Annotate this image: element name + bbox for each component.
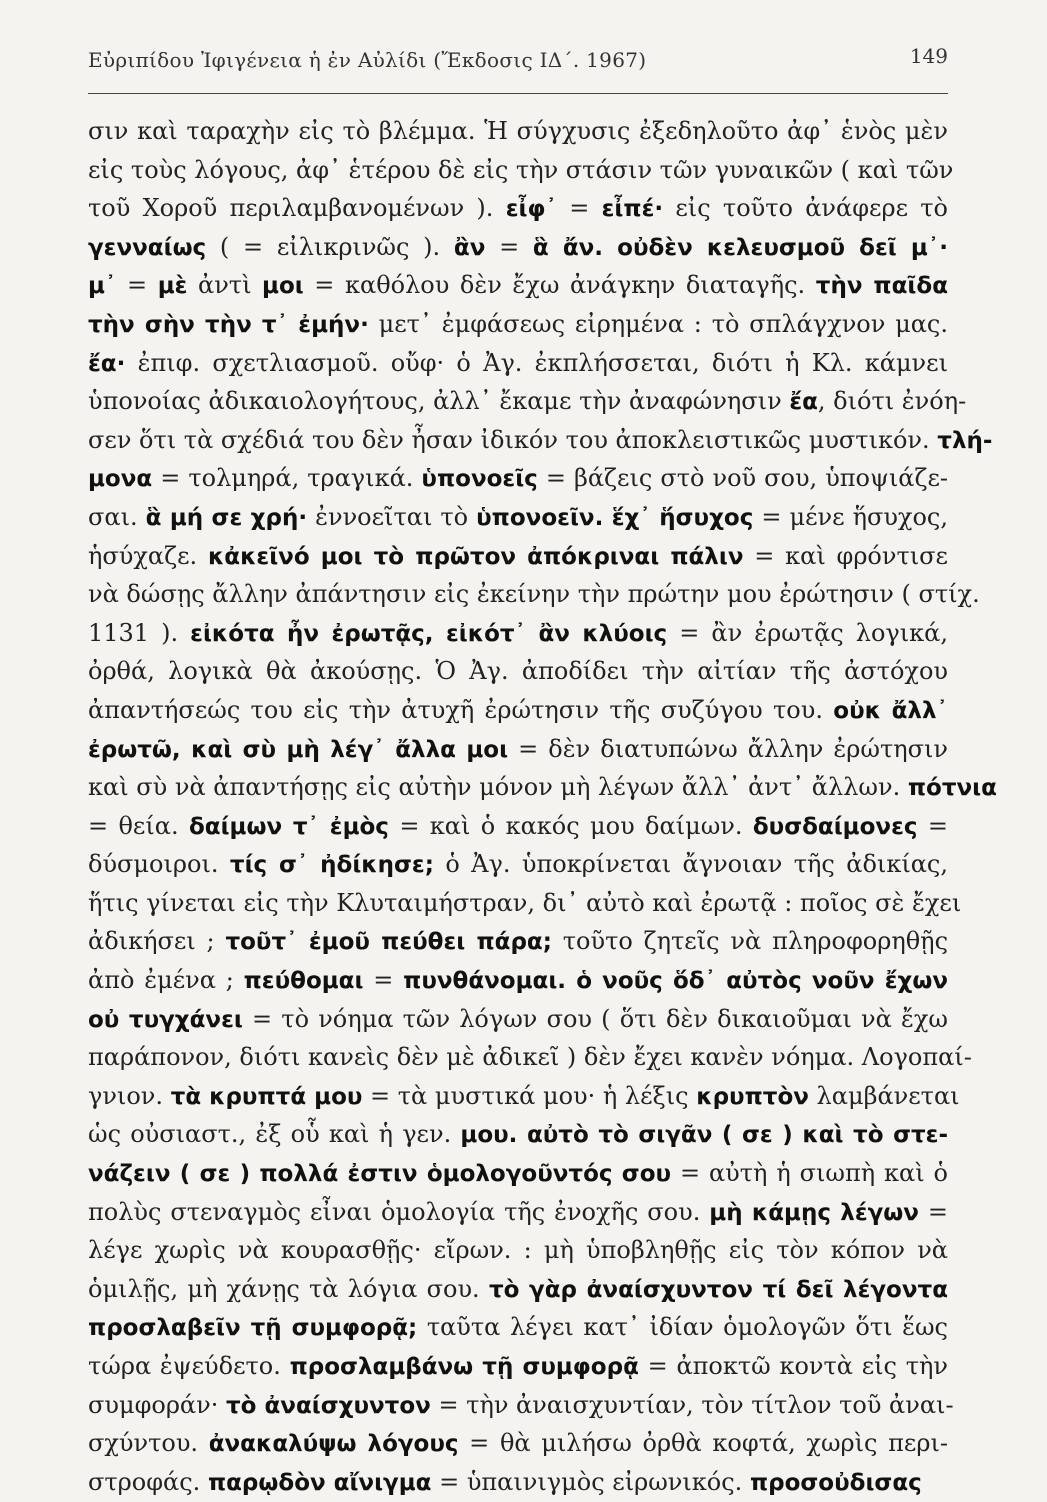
text-line: [88, 691, 948, 730]
gloss-text: γνιον.: [88, 1081, 171, 1110]
gloss-text: , διότι ἐνόη-: [817, 387, 967, 416]
text-line: [88, 768, 997, 807]
lemma-text: τὴν παῖδα: [815, 273, 948, 300]
gloss-text: πολὺς στεναγμὸς εἶναι ὁμολογία τῆς ἐνοχῆς σου.: [88, 1197, 710, 1226]
lemma-text: ἔα·: [88, 350, 126, 377]
text-line: [88, 537, 948, 576]
header-rule: [88, 93, 948, 94]
gloss-text: ὀρθά, λογικὰ θὰ ἀκούσῃς. Ὁ Ἀγ. ἀποδίδει τὴν αἰτίαν τῆς ἀστόχου: [88, 657, 948, 686]
gloss-text: = τολμηρά, τραγικά.: [152, 464, 422, 493]
lemma-text: ἔα: [789, 389, 818, 416]
gloss-text: λέγε χωρὶς νὰ κουρασθῇς· εἴρων. : μὴ ὑποβληθῇς εἰς τὸν κόπον νὰ: [88, 1236, 948, 1265]
gloss-text: ταῦτα λέγει κατ᾽ ἰδίαν ὁμολογῶν ὅτι ἕως: [417, 1313, 948, 1342]
text-line: [88, 1270, 948, 1309]
gloss-text: εἰς τοὺς λόγους, ἀφ᾽ ἑτέρου δὲ εἰς τὴν στάσιν τῶν γυναικῶν ( καὶ τῶν: [88, 155, 954, 184]
gloss-text: ὑπονοίας ἀδικαιολογήτους, ἀλλ᾽ ἔκαμε τὴν ἀναφώνησιν: [88, 387, 790, 416]
gloss-text: σιν καὶ ταραχὴν εἰς τὸ βλέμμα. Ἡ σύγχυσις ἐξεδηλοῦτο ἀφ᾽ ἑνὸς μὲν: [88, 117, 948, 145]
gloss-text: =: [363, 966, 404, 995]
gloss-text: = τὴν ἀναισχυντίαν, τὸν τίτλον τοῦ ἀναι-: [430, 1390, 954, 1419]
lemma-text: τὸ γὰρ ἀναίσχυντον τί δεῖ λέγοντα: [488, 1276, 949, 1303]
gloss-text: ἐννοεῖται τὸ: [307, 502, 477, 531]
lemma-text: μονα: [88, 466, 153, 493]
text-line: [88, 421, 993, 460]
text-line: [88, 151, 954, 190]
lemma-text: πυνθάνομαι. ὁ νοῦς ὅδ᾽ αὐτὸς νοῦν ἔχων: [403, 968, 949, 995]
gloss-text: =: [918, 1197, 948, 1226]
gloss-text: στροφάς.: [88, 1467, 208, 1496]
gloss-text: = αὐτὴ ἡ σιωπὴ καὶ ὁ: [671, 1159, 948, 1188]
text-line: [88, 382, 967, 421]
lemma-text: ἀνακαλύψω λόγους: [208, 1431, 459, 1458]
gloss-text: =: [485, 232, 533, 261]
running-head-title: Εὐριπίδου Ἰφιγένεια ἡ ἐν Αὐλίδι (Ἔκδοσις ΙΔ΄. 1967): [88, 48, 647, 72]
text-line: [88, 1386, 954, 1425]
gloss-text: ἐπιφ. σχετλιασμοῦ. οὔφ· ὁ Ἀγ. ἐκπλήσσεται, διότι ἡ Κλ. κάμνει: [125, 348, 948, 377]
gloss-text: =: [556, 194, 602, 223]
text-line: [88, 1154, 948, 1193]
lemma-text: εἶφ᾽: [505, 196, 557, 223]
text-line: [88, 652, 948, 691]
gloss-text: =: [917, 811, 948, 840]
gloss-text: λαμβάνεται: [808, 1081, 960, 1110]
gloss-text: δύσμοιροι.: [88, 850, 230, 879]
lemma-text: εἰκότα ἦν ἐρωτᾷς, εἰκότ᾽ ἂν κλύοις: [190, 620, 668, 647]
lemma-text: τὰ κρυπτά μου: [170, 1083, 363, 1110]
lemma-text: εἶπέ·: [601, 196, 664, 223]
text-line: [88, 344, 948, 383]
text-line: [88, 459, 948, 498]
gloss-text: παράπονον, διότι κανεὶς δὲν μὲ ἀδικεῖ ) δὲν ἔχει κανὲν νόημα. Λογοπαί-: [88, 1043, 972, 1072]
gloss-text: = ἂν ἐρωτᾷς λογικά,: [667, 618, 949, 647]
gloss-text: ἥτις γίνεται εἰς τὴν Κλυταιμήστραν, δι᾽ αὐτὸ καὶ ἐρωτᾷ : ποῖος σὲ ἔχει: [88, 888, 962, 917]
commentary-text: [88, 112, 997, 1501]
text-line: [88, 1424, 948, 1463]
lemma-text: πεύθομαι: [243, 968, 364, 995]
gloss-text: τοῦτο ζητεῖς νὰ πληροφορηθῇς: [551, 927, 949, 956]
lemma-text: τὴν σὴν τὴν τ᾽ ἐμήν·: [88, 311, 369, 338]
gloss-text: = καὶ φρόντισε: [743, 541, 948, 570]
lemma-text: οὐκ ἄλλ᾽: [833, 697, 949, 724]
gloss-text: ὁμιλῇς, μὴ χάνῃς τὰ λόγια σου.: [88, 1274, 489, 1303]
text-line: [88, 1000, 948, 1039]
lemma-text: προσοὐδισας: [749, 1469, 922, 1496]
text-line: [88, 189, 948, 228]
lemma-text: νάζειν ( σε ) πολλά ἐστιν ὁμολογοῦντός σου: [88, 1161, 672, 1188]
text-line: [88, 1115, 948, 1154]
gloss-text: = μένε ἥσυχος,: [753, 502, 948, 531]
text-line: [88, 961, 948, 1000]
gloss-text: = καθόλου δὲν ἔχω ἀνάγκην διαταγῆς.: [303, 271, 816, 300]
lemma-text: γενναίως: [88, 234, 207, 261]
gloss-text: ἀντὶ: [187, 271, 263, 300]
lemma-text: ὑπονοεῖν. ἕχ᾽ ἥσυχος: [476, 504, 754, 531]
lemma-text: μου. αὐτὸ τὸ σιγᾶν ( σε ) καὶ τὸ στε-: [460, 1122, 949, 1149]
lemma-text: τλή-: [937, 427, 993, 454]
text-line: [88, 730, 948, 769]
lemma-text: ἃ μή σε χρή·: [145, 504, 308, 531]
text-line: [88, 228, 948, 267]
text-line: [88, 305, 948, 344]
text-line: [88, 807, 948, 846]
gloss-text: ἀπὸ ἐμένα ;: [88, 966, 244, 995]
lemma-text: δαίμων τ᾽ ἐμὸς: [188, 813, 389, 840]
text-line: [88, 1077, 960, 1116]
lemma-text: ἐρωτῶ, καὶ σὺ μὴ λέγ᾽ ἄλλα μοι: [88, 736, 509, 763]
text-line: [88, 614, 948, 653]
lemma-text: τὸ ἀναίσχυντον: [226, 1392, 431, 1419]
lemma-text: κρυπτὸν: [696, 1083, 809, 1110]
gloss-text: = τὰ μυστικά μου· ἡ λέξις: [362, 1081, 697, 1110]
text-line: [88, 1231, 948, 1270]
text-line: [88, 266, 948, 305]
gloss-text: ἡσύχαζε.: [88, 541, 208, 570]
text-line: [88, 1463, 948, 1502]
gloss-text: καὶ σὺ νὰ ἀπαντήσῃς εἰς αὐτὴν μόνον μὴ λέγων ἄλλ᾽ ἀντ᾽ ἄλλων.: [88, 773, 908, 802]
gloss-text: τοῦ Χοροῦ περιλαμβανομένων ).: [88, 194, 506, 223]
lemma-text: παρῳδὸν αἴνιγμα: [207, 1469, 432, 1496]
lemma-text: ἂν: [453, 234, 486, 261]
gloss-text: = καὶ ὁ κακός μου δαίμων.: [388, 811, 753, 840]
text-line: [88, 498, 948, 537]
gloss-text: = θὰ μιλήσω ὀρθὰ κοφτά, χωρὶς περι-: [458, 1429, 948, 1458]
text-line: [88, 112, 948, 151]
text-line: [88, 1308, 948, 1347]
gloss-text: = θεία.: [88, 811, 189, 840]
lemma-text: τοῦτ᾽ ἐμοῦ πεύθει πάρα;: [225, 929, 552, 956]
gloss-text: = ὑπαινιγμὸς εἰρωνικός.: [431, 1467, 750, 1496]
gloss-text: = βάζεις στὸ νοῦ σου, ὑποψιάζε-: [537, 464, 948, 493]
gloss-text: = τὸ νόημα τῶν λόγων σου ( ὅτι δὲν δικαιοῦμαι νὰ ἔχω: [242, 1004, 948, 1033]
lemma-text: μὴ κάμῃς λέγων: [709, 1199, 919, 1226]
gloss-text: συμφοράν·: [88, 1390, 226, 1419]
gloss-text: =: [116, 271, 158, 300]
lemma-text: ἃ ἄν. οὐδὲν κελευσμοῦ δεῖ μ᾽·: [532, 234, 948, 261]
gloss-text: μετ᾽ ἐμφάσεως εἰρημένα : τὸ σπλάγχνον μας.: [368, 309, 949, 338]
text-line: [88, 1347, 948, 1386]
gloss-text: = ἀποκτῶ κοντὰ εἰς τὴν: [638, 1352, 948, 1380]
text-line: [88, 1038, 972, 1077]
lemma-text: ὑπονοεῖς: [421, 466, 538, 493]
lemma-text: μοι: [262, 273, 304, 300]
lemma-text: προσλαβεῖν τῇ συμφορᾷ;: [88, 1315, 418, 1342]
gloss-text: ὡς οὐσιαστ., ἐξ οὗ καὶ ἡ γεν.: [88, 1120, 461, 1149]
lemma-text: προσλαμβάνω τῇ συμφορᾷ: [289, 1354, 639, 1380]
gloss-text: τώρα ἐψεύδετο.: [88, 1352, 290, 1380]
gloss-text: ὁ Ἀγ. ὑποκρίνεται ἄγνοιαν τῆς ἀδικίας,: [433, 850, 949, 879]
gloss-text: σχύντου.: [88, 1429, 209, 1458]
gloss-text: ( = εἰλικρινῶς ).: [206, 232, 454, 261]
lemma-text: τίς σ᾽ ἠδίκησε;: [229, 852, 434, 879]
lemma-text: μ᾽: [88, 273, 117, 300]
text-line: [88, 884, 962, 923]
gloss-text: ἀδικήσει ;: [88, 927, 226, 956]
lemma-text: πότνια: [907, 775, 997, 802]
gloss-text: εἰς τοῦτο ἀνάφερε τὸ: [663, 194, 949, 223]
text-line: [88, 845, 948, 884]
gloss-text: 1131 ).: [88, 618, 191, 647]
page-number: 149: [909, 44, 948, 68]
lemma-text: οὐ τυγχάνει: [88, 1006, 243, 1033]
text-line: [88, 1193, 948, 1232]
running-head: [88, 40, 948, 80]
lemma-text: κἀκεῖνό μοι τὸ πρῶτον ἀπόκριναι πάλιν: [207, 543, 744, 570]
text-line: [88, 922, 948, 961]
lemma-text: μὲ: [157, 273, 188, 300]
lemma-text: δυσδαίμονες: [752, 813, 918, 840]
text-line: [88, 575, 980, 614]
gloss-text: νὰ δώσῃς ἄλλην ἀπάντησιν εἰς ἐκείνην τὴν πρώτην μου ἐρώτησιν ( στίχ.: [88, 580, 980, 609]
gloss-text: σεν ὅτι τὰ σχέδιά του δὲν ἦσαν ἰδικόν του ἀποκλειστικῶς μυστικόν.: [88, 425, 938, 454]
gloss-text: ἀπαντήσεώς του εἰς τὴν ἀτυχῆ ἐρώτησιν τῆς συζύγου του.: [88, 695, 834, 724]
gloss-text: = δὲν διατυπώνω ἄλλην ἐρώτησιν: [508, 734, 948, 763]
gloss-text: σαι.: [88, 502, 146, 531]
